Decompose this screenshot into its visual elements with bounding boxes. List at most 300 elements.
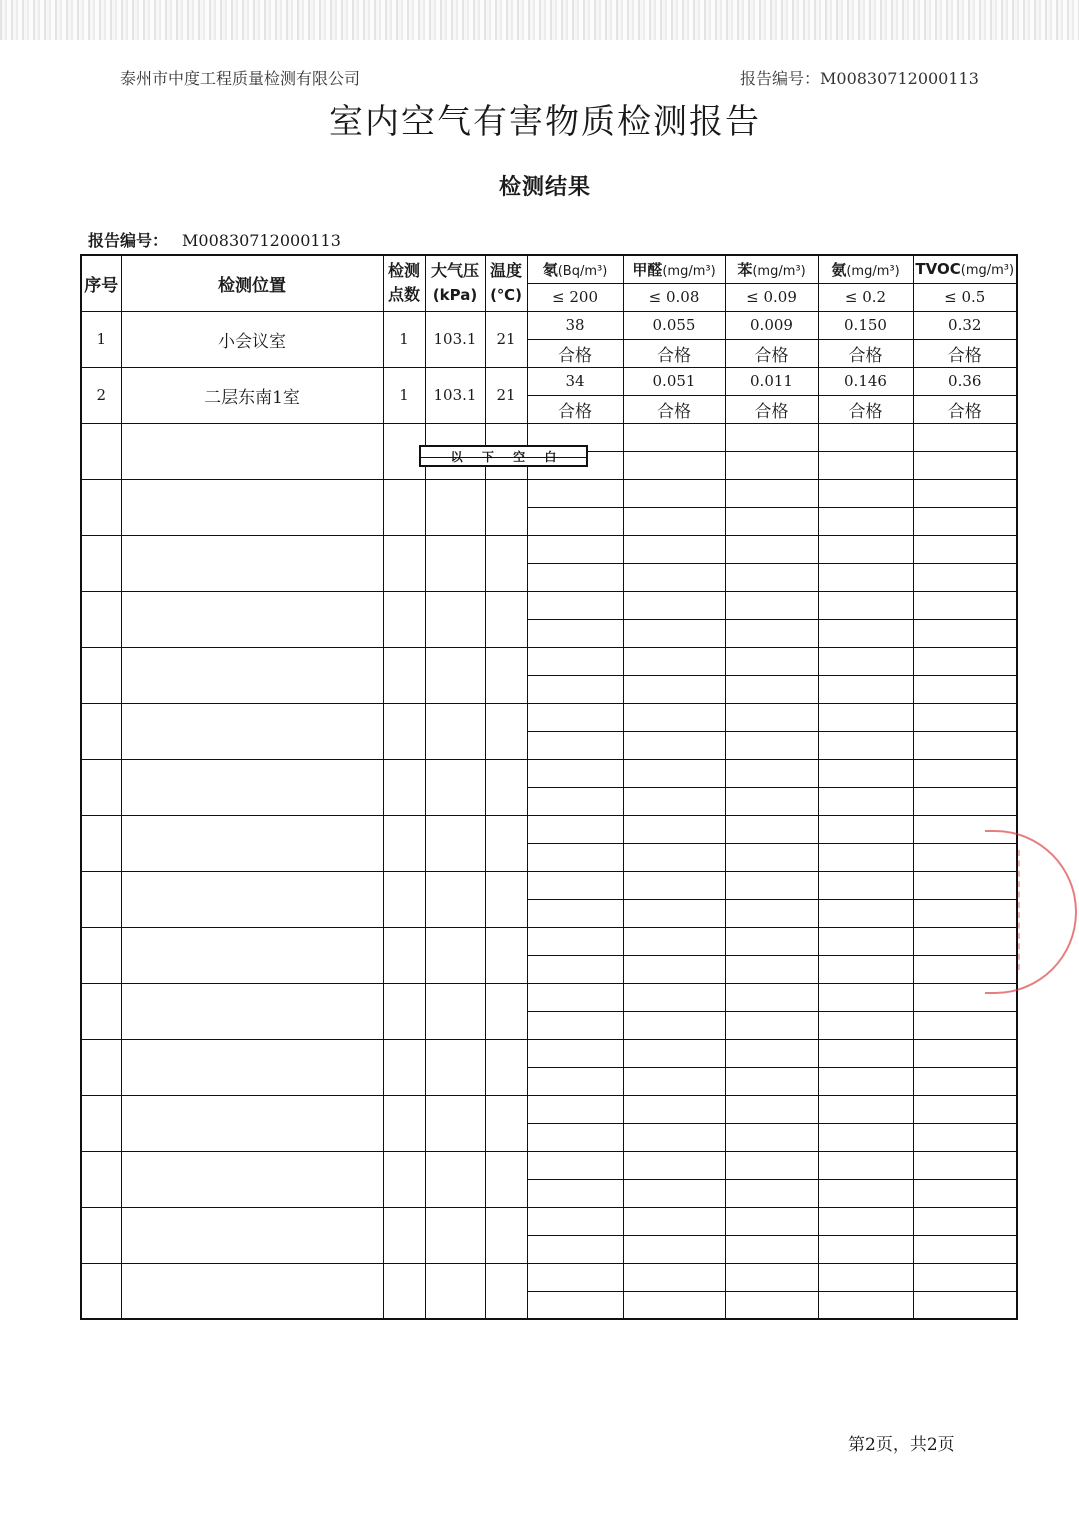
empty-cell xyxy=(623,563,725,591)
scan-top-band xyxy=(0,0,1079,40)
empty-cell xyxy=(81,647,121,703)
row-result: 合格 xyxy=(913,339,1017,367)
empty-row xyxy=(81,535,1017,563)
blank-marker-strike xyxy=(421,457,586,458)
empty-cell xyxy=(818,1207,913,1235)
empty-cell xyxy=(485,703,527,759)
header-pressure xyxy=(425,255,485,311)
page-number: 第2页，共2页 xyxy=(848,1435,955,1455)
pollutant-name: 苯 xyxy=(737,260,753,279)
company-name: 泰州市中度工程质量检测有限公司 xyxy=(120,69,361,88)
empty-cell xyxy=(818,647,913,675)
empty-cell xyxy=(485,815,527,871)
empty-cell xyxy=(818,591,913,619)
blank-marker-char: 下 xyxy=(481,449,494,464)
empty-row xyxy=(81,703,1017,731)
empty-cell xyxy=(913,1095,1017,1123)
empty-cell xyxy=(623,759,725,787)
empty-cell xyxy=(725,535,818,563)
empty-cell xyxy=(623,1263,725,1291)
empty-cell xyxy=(725,591,818,619)
empty-cell xyxy=(485,479,527,535)
empty-cell xyxy=(818,843,913,871)
empty-cell xyxy=(425,1207,485,1263)
empty-cell xyxy=(121,591,383,647)
blank-below-marker xyxy=(419,445,588,467)
empty-cell xyxy=(623,1235,725,1263)
limit-3: ≤ 0.2 xyxy=(818,283,913,311)
header-points-line2: 点数 xyxy=(387,285,420,305)
empty-cell xyxy=(623,731,725,759)
empty-cell xyxy=(485,759,527,815)
empty-cell xyxy=(425,1151,485,1207)
empty-cell xyxy=(623,647,725,675)
pollutant-unit: (Bq/m³) xyxy=(557,263,608,279)
empty-cell xyxy=(527,1263,623,1291)
empty-cell xyxy=(121,1095,383,1151)
empty-cell xyxy=(818,815,913,843)
empty-cell xyxy=(527,759,623,787)
empty-row xyxy=(81,983,1017,1011)
row-value: 0.009 xyxy=(725,311,818,339)
header-temp xyxy=(485,255,527,311)
empty-cell xyxy=(527,1095,623,1123)
header-no: 序号 xyxy=(81,255,121,311)
empty-cell xyxy=(913,787,1017,815)
row-result: 合格 xyxy=(527,395,623,423)
header-points xyxy=(383,255,425,311)
empty-cell xyxy=(121,759,383,815)
row-value: 38 xyxy=(527,311,623,339)
limit-4: ≤ 0.5 xyxy=(913,283,1017,311)
empty-cell xyxy=(485,1207,527,1263)
empty-cell xyxy=(623,535,725,563)
empty-cell xyxy=(623,1039,725,1067)
empty-cell xyxy=(425,1039,485,1095)
empty-cell xyxy=(818,423,913,451)
empty-cell xyxy=(623,815,725,843)
empty-cell xyxy=(623,703,725,731)
empty-cell xyxy=(913,1151,1017,1179)
empty-cell xyxy=(527,871,623,899)
empty-cell xyxy=(81,703,121,759)
empty-cell xyxy=(623,591,725,619)
empty-cell xyxy=(818,1011,913,1039)
empty-cell xyxy=(383,703,425,759)
limit-2: ≤ 0.09 xyxy=(725,283,818,311)
empty-cell xyxy=(725,731,818,759)
empty-cell xyxy=(383,759,425,815)
empty-cell xyxy=(527,731,623,759)
empty-cell xyxy=(818,1123,913,1151)
row-result: 合格 xyxy=(623,339,725,367)
empty-cell xyxy=(725,619,818,647)
pollutant-name: 氡 xyxy=(542,260,558,279)
row-result: 合格 xyxy=(818,339,913,367)
empty-cell xyxy=(818,479,913,507)
header-pressure-line1: 大气压 xyxy=(430,261,479,281)
empty-cell xyxy=(81,479,121,535)
empty-cell xyxy=(725,1291,818,1319)
empty-cell xyxy=(81,871,121,927)
empty-cell xyxy=(725,1011,818,1039)
empty-cell xyxy=(425,1263,485,1319)
empty-cell xyxy=(383,983,425,1039)
empty-cell xyxy=(725,1039,818,1067)
empty-cell xyxy=(425,927,485,983)
table-row xyxy=(81,311,1017,339)
empty-cell xyxy=(121,423,383,479)
empty-cell xyxy=(527,1039,623,1067)
empty-cell xyxy=(818,1039,913,1067)
empty-cell xyxy=(818,983,913,1011)
empty-cell xyxy=(527,479,623,507)
empty-cell xyxy=(913,703,1017,731)
empty-cell xyxy=(725,1179,818,1207)
empty-cell xyxy=(81,423,121,479)
empty-row xyxy=(81,1039,1017,1067)
empty-cell xyxy=(725,1235,818,1263)
red-seal-ring xyxy=(988,850,1020,970)
empty-cell xyxy=(818,563,913,591)
empty-cell xyxy=(725,1207,818,1235)
empty-cell xyxy=(485,1151,527,1207)
blank-marker-char: 白 xyxy=(544,449,557,464)
empty-cell xyxy=(623,1207,725,1235)
empty-cell xyxy=(913,535,1017,563)
empty-cell xyxy=(623,1011,725,1039)
empty-cell xyxy=(527,1151,623,1179)
row-value: 0.150 xyxy=(818,311,913,339)
empty-cell xyxy=(121,871,383,927)
pollutant-name: TVOC xyxy=(915,260,961,279)
empty-cell xyxy=(725,983,818,1011)
empty-cell xyxy=(818,1095,913,1123)
empty-cell xyxy=(725,815,818,843)
empty-cell xyxy=(818,675,913,703)
header-row-1 xyxy=(81,255,1017,283)
row-result: 合格 xyxy=(623,395,725,423)
empty-cell xyxy=(725,675,818,703)
empty-cell xyxy=(913,1039,1017,1067)
empty-cell xyxy=(81,1263,121,1319)
empty-cell xyxy=(383,647,425,703)
empty-cell xyxy=(725,927,818,955)
empty-cell xyxy=(425,1095,485,1151)
pollutant-name: 甲醛 xyxy=(632,260,663,279)
empty-cell xyxy=(623,451,725,479)
empty-cell xyxy=(485,1039,527,1095)
empty-cell xyxy=(527,955,623,983)
empty-cell xyxy=(485,535,527,591)
empty-cell xyxy=(121,1263,383,1319)
empty-cell xyxy=(725,955,818,983)
empty-cell xyxy=(121,927,383,983)
empty-cell xyxy=(818,1291,913,1319)
limit-1: ≤ 0.08 xyxy=(623,283,725,311)
row-result: 合格 xyxy=(527,339,623,367)
empty-cell xyxy=(425,535,485,591)
empty-cell xyxy=(725,507,818,535)
empty-cell xyxy=(913,647,1017,675)
empty-row xyxy=(81,1095,1017,1123)
empty-cell xyxy=(121,647,383,703)
header-pollutant-1 xyxy=(623,255,725,283)
empty-cell xyxy=(818,731,913,759)
empty-row xyxy=(81,927,1017,955)
row-location: 二层东南1室 xyxy=(121,367,383,423)
row-value: 34 xyxy=(527,367,623,395)
empty-cell xyxy=(725,1095,818,1123)
empty-cell xyxy=(527,647,623,675)
empty-cell xyxy=(818,871,913,899)
empty-cell xyxy=(527,591,623,619)
empty-cell xyxy=(725,563,818,591)
table-row xyxy=(81,367,1017,395)
header-pollutant-2 xyxy=(725,255,818,283)
empty-cell xyxy=(425,703,485,759)
limit-0: ≤ 200 xyxy=(527,283,623,311)
empty-cell xyxy=(913,619,1017,647)
empty-cell xyxy=(121,1039,383,1095)
empty-cell xyxy=(383,871,425,927)
empty-cell xyxy=(383,1039,425,1095)
empty-cell xyxy=(527,1011,623,1039)
empty-cell xyxy=(527,703,623,731)
empty-cell xyxy=(818,1235,913,1263)
empty-cell xyxy=(527,1207,623,1235)
empty-cell xyxy=(623,507,725,535)
report-number-value: M00830712000113 xyxy=(182,231,341,250)
empty-cell xyxy=(725,871,818,899)
empty-cell xyxy=(818,1067,913,1095)
empty-cell xyxy=(81,1151,121,1207)
header-points-line1: 检测 xyxy=(387,261,420,281)
empty-cell xyxy=(818,1179,913,1207)
empty-cell xyxy=(623,955,725,983)
empty-row xyxy=(81,591,1017,619)
header-location: 检测位置 xyxy=(121,255,383,311)
empty-cell xyxy=(527,1123,623,1151)
header-pollutant-0 xyxy=(527,255,623,283)
empty-cell xyxy=(623,1095,725,1123)
empty-cell xyxy=(818,451,913,479)
empty-cell xyxy=(425,591,485,647)
empty-row xyxy=(81,759,1017,787)
empty-cell xyxy=(818,703,913,731)
empty-cell xyxy=(121,983,383,1039)
empty-cell xyxy=(725,899,818,927)
empty-cell xyxy=(527,899,623,927)
empty-cell xyxy=(81,591,121,647)
empty-cell xyxy=(121,703,383,759)
row-pressure: 103.1 xyxy=(425,367,485,423)
row-result: 合格 xyxy=(725,395,818,423)
empty-row xyxy=(81,1207,1017,1235)
empty-cell xyxy=(527,843,623,871)
empty-cell xyxy=(818,759,913,787)
empty-cell xyxy=(383,479,425,535)
empty-cell xyxy=(623,1067,725,1095)
row-value: 0.055 xyxy=(623,311,725,339)
pollutant-unit: (mg/m³) xyxy=(960,263,1015,279)
empty-cell xyxy=(81,759,121,815)
empty-cell xyxy=(913,1011,1017,1039)
empty-row xyxy=(81,1151,1017,1179)
empty-cell xyxy=(623,1123,725,1151)
empty-cell xyxy=(485,647,527,703)
empty-cell xyxy=(383,1263,425,1319)
empty-cell xyxy=(425,479,485,535)
empty-cell xyxy=(425,815,485,871)
empty-cell xyxy=(913,563,1017,591)
empty-cell xyxy=(725,787,818,815)
empty-cell xyxy=(527,535,623,563)
pollutant-unit: (mg/m³) xyxy=(752,263,806,279)
row-value: 0.32 xyxy=(913,311,1017,339)
empty-cell xyxy=(818,899,913,927)
row-points: 1 xyxy=(383,367,425,423)
row-points: 1 xyxy=(383,311,425,367)
row-value: 0.36 xyxy=(913,367,1017,395)
empty-cell xyxy=(121,535,383,591)
report-number-label: 报告编号： xyxy=(88,231,169,250)
report-number-line xyxy=(88,228,341,251)
empty-row xyxy=(81,815,1017,843)
empty-cell xyxy=(81,927,121,983)
row-no: 1 xyxy=(81,311,121,367)
empty-cell xyxy=(913,1179,1017,1207)
header-temp-line1: 温度 xyxy=(489,261,522,281)
empty-row xyxy=(81,1263,1017,1291)
empty-row xyxy=(81,871,1017,899)
empty-cell xyxy=(913,759,1017,787)
empty-cell xyxy=(425,983,485,1039)
empty-cell xyxy=(485,871,527,927)
empty-cell xyxy=(818,927,913,955)
empty-cell xyxy=(623,675,725,703)
empty-cell xyxy=(913,451,1017,479)
page-title: 室内空气有害物质检测报告 xyxy=(329,102,761,142)
empty-cell xyxy=(527,1067,623,1095)
row-result: 合格 xyxy=(818,395,913,423)
empty-cell xyxy=(725,451,818,479)
row-no: 2 xyxy=(81,367,121,423)
empty-cell xyxy=(913,507,1017,535)
empty-cell xyxy=(527,675,623,703)
empty-cell xyxy=(81,815,121,871)
row-value: 0.051 xyxy=(623,367,725,395)
empty-cell xyxy=(913,1235,1017,1263)
empty-cell xyxy=(383,1151,425,1207)
empty-cell xyxy=(623,899,725,927)
empty-row xyxy=(81,479,1017,507)
empty-cell xyxy=(527,563,623,591)
empty-cell xyxy=(121,815,383,871)
empty-cell xyxy=(623,927,725,955)
empty-cell xyxy=(425,759,485,815)
empty-cell xyxy=(623,479,725,507)
empty-cell xyxy=(527,815,623,843)
empty-cell xyxy=(121,1151,383,1207)
row-result: 合格 xyxy=(725,339,818,367)
empty-cell xyxy=(725,423,818,451)
empty-cell xyxy=(527,927,623,955)
empty-cell xyxy=(818,535,913,563)
header-pressure-line2: (kPa) xyxy=(432,286,478,305)
empty-cell xyxy=(725,843,818,871)
empty-cell xyxy=(913,479,1017,507)
empty-cell xyxy=(818,1263,913,1291)
empty-cell xyxy=(725,479,818,507)
empty-cell xyxy=(913,1291,1017,1319)
row-result: 合格 xyxy=(913,395,1017,423)
empty-cell xyxy=(818,787,913,815)
blank-marker-char: 空 xyxy=(513,449,526,464)
empty-cell xyxy=(623,1291,725,1319)
empty-cell xyxy=(383,1095,425,1151)
empty-cell xyxy=(485,591,527,647)
empty-cell xyxy=(623,983,725,1011)
empty-cell xyxy=(818,955,913,983)
empty-cell xyxy=(623,1151,725,1179)
empty-cell xyxy=(913,1123,1017,1151)
empty-cell xyxy=(121,479,383,535)
empty-cell xyxy=(527,787,623,815)
empty-cell xyxy=(623,787,725,815)
empty-cell xyxy=(913,731,1017,759)
pollutant-unit: (mg/m³) xyxy=(846,263,900,279)
header-temp-line2: (℃) xyxy=(490,286,522,305)
empty-cell xyxy=(383,1207,425,1263)
empty-cell xyxy=(818,507,913,535)
empty-cell xyxy=(425,871,485,927)
empty-cell xyxy=(725,1151,818,1179)
empty-cell xyxy=(623,619,725,647)
empty-cell xyxy=(527,983,623,1011)
header-pollutant-3 xyxy=(818,255,913,283)
empty-cell xyxy=(383,815,425,871)
empty-cell xyxy=(818,619,913,647)
empty-cell xyxy=(527,1235,623,1263)
pollutant-name: 氨 xyxy=(831,260,847,279)
blank-marker-char: 以 xyxy=(450,449,463,464)
row-temp: 21 xyxy=(485,311,527,367)
empty-cell xyxy=(913,591,1017,619)
empty-cell xyxy=(725,759,818,787)
row-temp: 21 xyxy=(485,367,527,423)
empty-cell xyxy=(623,423,725,451)
empty-cell xyxy=(527,1291,623,1319)
empty-cell xyxy=(725,1123,818,1151)
empty-cell xyxy=(527,1179,623,1207)
empty-cell xyxy=(623,843,725,871)
empty-row xyxy=(81,647,1017,675)
empty-cell xyxy=(485,927,527,983)
empty-cell xyxy=(485,1263,527,1319)
empty-cell xyxy=(383,591,425,647)
empty-cell xyxy=(485,983,527,1039)
empty-cell xyxy=(81,1039,121,1095)
empty-cell xyxy=(485,1095,527,1151)
empty-cell xyxy=(725,647,818,675)
empty-cell xyxy=(913,1263,1017,1291)
empty-cell xyxy=(527,619,623,647)
empty-cell xyxy=(383,927,425,983)
empty-cell xyxy=(725,703,818,731)
page-subtitle: 检测结果 xyxy=(498,175,591,200)
header-pollutant-4 xyxy=(913,255,1017,283)
